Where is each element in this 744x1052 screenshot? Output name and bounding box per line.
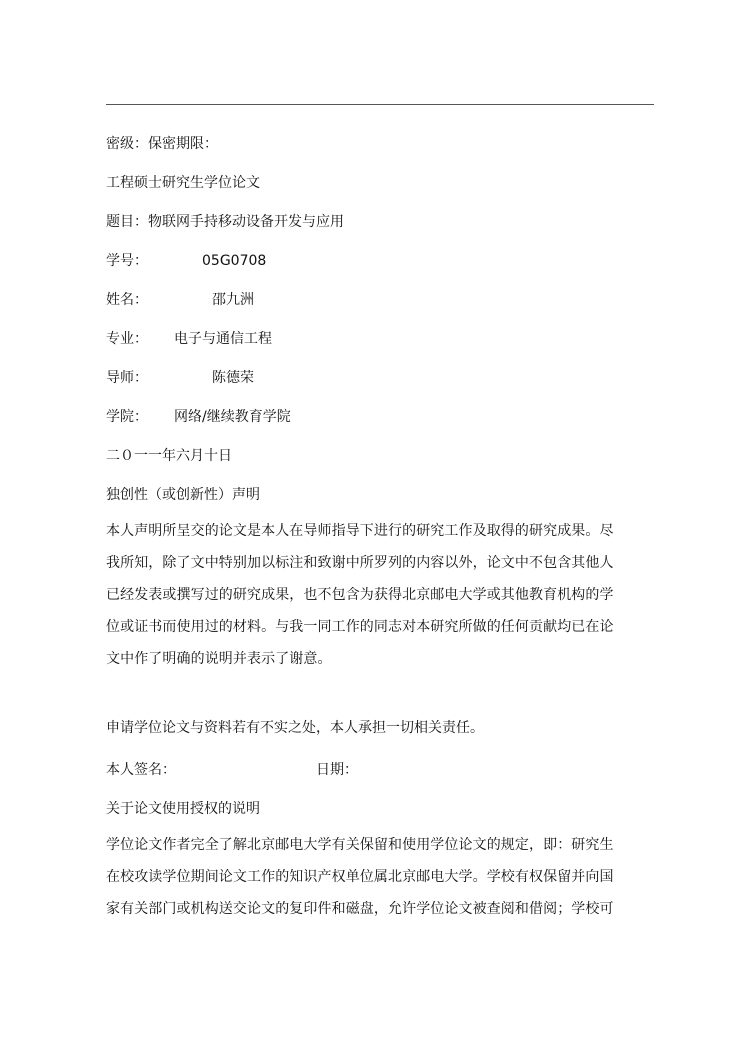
name-row [106,290,254,310]
school-row [106,407,291,427]
signature-label: 本人签名： [106,762,176,778]
name-value: 邵九洲 [212,292,254,308]
authorization-line: 家有关部门或机构送交论文的复印件和磁盘，允许学位论文被查阅和借阅；学校可 [106,901,614,917]
student-id-value: 05G0708 [202,253,267,269]
originality-line: 本人声明所呈交的论文是本人在导师指导下进行的研究工作及取得的研究成果。尽 [106,523,614,539]
originality-title: 独创性（或创新性）声明 [106,487,260,503]
thesis-date: 二０一一年六月十日 [106,448,232,464]
name-label: 姓名： [106,292,148,308]
authorization-statement [106,829,654,925]
thesis-type: 工程硕士研究生学位论文 [106,175,260,191]
originality-line: 位或证书而使用过的材料。与我一同工作的同志对本研究所做的任何贡献均已在论 [106,619,614,635]
authorization-line: 学位论文作者完全了解北京邮电大学有关保留和使用学位论文的规定，即：研究生 [106,837,614,853]
major-label: 专业： [106,331,148,347]
school-value: 网络/继续教育学院 [174,409,291,425]
major-row [106,329,272,349]
originality-line: 我所知，除了文中特别加以标注和致谢中所罗列的内容以外，论文中不包含其他人 [106,555,614,571]
secrecy-line: 密级：保密期限： [106,136,218,152]
authorization-title: 关于论文使用授权的说明 [106,801,260,817]
header-rule [106,104,654,105]
thesis-topic: 题目：物联网手持移动设备开发与应用 [106,214,344,230]
signature-row [106,760,358,780]
advisor-value: 陈德荣 [212,370,254,386]
originality-line: 文中作了明确的说明并表示了谢意。 [106,651,332,667]
advisor-label: 导师： [106,370,148,386]
student-id-label: 学号： [106,253,148,269]
originality-statement [106,515,654,675]
originality-line: 已经发表或撰写过的研究成果，也不包含为获得北京邮电大学或其他教育机构的学 [106,587,614,603]
student-id-row [106,251,267,271]
advisor-row [106,368,254,388]
signature-date-label: 日期： [316,762,358,778]
school-label: 学院： [106,409,148,425]
major-value: 电子与通信工程 [174,331,272,347]
authorization-line: 在校攻读学位期间论文工作的知识产权单位属北京邮电大学。学校有权保留并向国 [106,869,614,885]
responsibility-line: 申请学位论文与资料若有不实之处，本人承担一切相关责任。 [106,720,484,736]
